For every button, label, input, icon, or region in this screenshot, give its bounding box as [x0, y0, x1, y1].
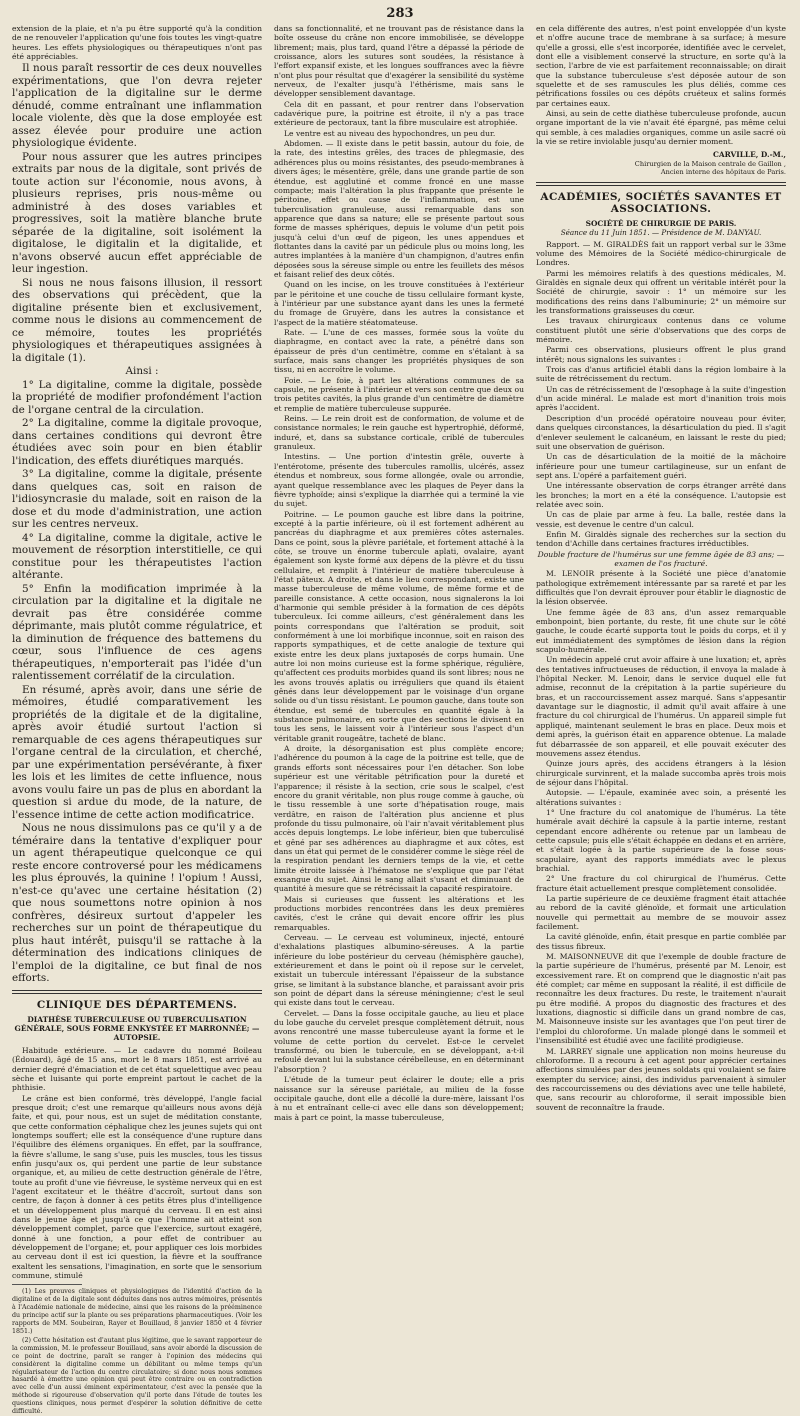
- subheading: Double fracture de l'humérus sur une femme âgée de 83 ans; — examen de l'os fracturé.: [537, 549, 785, 568]
- paragraph: Les travaux chirurgicaux contenus dans ce volume constituent plutôt une série d'observations que des corps de mémoire.: [536, 316, 786, 345]
- paragraph: Cerveau. — Le cerveau est volumineux, injecté, entouré d'exhalations plastiques albumino-séreuses. A la partie inférieure du lobe postérieur du cerveau (hémisphère gauche), extérieurement et dans le point où il repose sur le cervelet, existait un tubercule intéressant l'épaisseur de la substance grise, se limitant à la substance blanche, et paraissant avoir pris son point de départ dans la séreuse méningienne; c'est le seul qui existe dans tout le cerveau.: [274, 933, 524, 1008]
- paragraph: Quinze jours après, des accidens étrangers à la lésion chirurgicale survinrent, et la malade succomba après trois mois de séjour dans l'hôpital.: [536, 759, 786, 787]
- paragraph: en cela différente des autres, n'est point enveloppée d'un kyste et n'offre aucune trace de membrane à sa surface; à mesure qu'elle a grossi, elle s'est incorporée, identifiée avec le cervelet, dont elle a visiblement conservé la structure, en sorte qu'à la section, l'arbre de vie est parfaitement reconnaissable; on dirait que la substance tuberculeuse s'est déposée autour de son squelette et de ses ramuscules les plus déliés, comme ces pétrifications fossiles ou ces dépôts cruéteux et salins formés par certaines eaux.: [536, 24, 786, 108]
- page-number: 283: [386, 6, 414, 21]
- paragraph: A droite, la désorganisation est plus complète encore; l'adhérence du poumon à la cage de la poitrine est telle, que de grands efforts sont nécessaires pour l'en détacher. Son lobe supérieur est une véritable pétrification pour la dureté et l'apparence; il résiste à la section, crie sous le scalpel, c'est encore du granit véritable, non plus rouge comme à gauche, où le tissu ressemble à une sorte d'hépatisation rouge, mais verdâtre, en raison de l'altération plus ancienne et plus profonde du tissu pulmonaire, où l'air n'avait véritablement plus accès depuis longtemps. Le lobe inférieur, bien que tuberculisé et gêné par ses adhérences au diaphragme et aux côtes, est dans un état qui permet de le considérer comme le siège réel de la respiration pendant les derniers temps de la vie, et cette limite étroite laissée à l'hématose ne s'explique que par l'état exsangue du sujet. Ainsi le sang allait s'usant et diminuant de quantité à mesure que se rétrécissait la capacité respiratoire.: [274, 744, 524, 894]
- paragraph: Pour nous assurer que les autres principes extraits par nous de la digitale, sont privés de toute action sur l'économie, nous avons, à plusieurs reprises, pris nous-même ou administré à des doses variables et progressives, soit la matière blanche brute séparée de la digitaline, soit isolément la digitalose, le digitalin et la digitalide, et n'avons observé aucun effet appréciable de leur ingestion.: [12, 150, 262, 276]
- paragraph: Mais si curieuses que fussent les altérations et les productions morbides rencontrées dans les deux premières cavités, c'est le crâne qui devait encore offrir les plus remarquables.: [274, 894, 524, 932]
- society-title: SOCIÉTÉ DE CHIRURGIE DE PARIS.: [585, 218, 737, 228]
- paragraph: Ainsi :: [125, 365, 159, 378]
- section-title: ACADÉMIES, SOCIÉTÉS SAVANTES ET ASSOCIATIONS.: [540, 190, 782, 215]
- paragraph: Trois cas d'anus artificiel établi dans la région lombaire à la suite de rétrécissement du rectum.: [536, 365, 786, 384]
- footnote: (1) Les preuves cliniques et physiologiques de l'identité d'action de la digitaline et de la digitale sont déduites dans nos autres mémoires, présentés à l'Académie nationale de médecine, ainsi que les raisons de la prééminence du principe actif sur la plante ou ses préparations pharmaceutiques. (Voir les rapports de MM. Soubeiran, Rayer et Bouillaud, 8 janvier 1850 et 4 février 1851.): [12, 1288, 262, 1335]
- paragraph: Poitrine. — Le poumon gauche est libre dans la poitrine, excepté à la partie inférieure, où il est fortement adhérent au pancréas du diaphragme et aux premières côtes asternales. Dans ce point, sous la plèvre pariétale, et fortement attaché à la côte, se trouve un énorme tubercule aplati, ovalaire, ayant également son kyste formé aux dépens de la plèvre et du tissu cellulaire, et remplit à l'intérieur de matière tuberculeuse à l'état pâteux. A droite, et dans le lieu correspondant, existe une masse tuberculeuse de même volume, de même forme et de pareille consistance. A cette occasion, nous signalerons la loi d'harmonie qui semble présider à la formation de ces dépôts tuberculeux. Ici comme ailleurs, c'est généralement dans les points correspondans que l'altération se produit, soit conformément à une loi morbifique inconnue, soit en raison des rapports sympathiques, et de cette analogie de texture qui existe entre les deux plans juxtaposés de corps humain. Une autre loi non moins curieuse est la forme sphérique, régulière, qu'affectent ces produits morbides quand ils sont libres; nous ne les avons trouvés aplatis ou irréguliers que quand ils étaient gênés dans leur développement par le voisinage d'un organe solide ou d'un tissu résistant. Le poumon gauche, dans toute son étendue, est semé de tubercules en quantité égale à la substance pulmonaire, en sorte que des sections le divisent en tous les sens, le laissent voir à l'intérieur sous l'aspect d'un véritable granit rougeâtre, tacheté de blanc.: [274, 509, 524, 743]
- paragraph: 4° La digitaline, comme la digitale, active le mouvement de résorption interstitielle, ce qui constitue pour les thérapeutistes l'action altérante.: [12, 531, 262, 582]
- paragraph: M. LENOIR présente à la Société une pièce d'anatomie pathologique extrêmement intéressante par sa rareté et par les difficultés que l'on devrait éprouver pour établir le diagnostic de la lésion observée.: [536, 569, 786, 607]
- paragraph: L'étude de la tumeur peut éclairer le doute; elle a pris naissance sur la séreuse pariétale, au milieu de la fosse occipitale gauche, dont elle a décollé la dure-mère, laissant l'os à nu et entraînant celle-ci avec elle dans son développement; mais à part ce point, la masse tuberculeuse,: [274, 1075, 524, 1122]
- paragraph: 2° Une fracture du col chirurgical de l'humérus. Cette fracture était actuellement presque complètement consolidée.: [536, 874, 786, 893]
- paragraph: La partie supérieure de ce deuxième fragment était attachée au rebord de la cavité glénoïde, et formait une articulation nouvelle qui permettait au membre de se mouvoir assez facilement.: [536, 894, 786, 932]
- author-title: Ancien interne des hôpitaux de Paris.: [660, 168, 786, 177]
- paragraph: Abdomen. — Il existe dans le petit bassin, autour du foie, de la rate, des intestins grêles, des traces de phlegmasie, des adhérences plus ou moins résistantes, des pseudo-membranes à divers âges; le mésentère, grêle, dans une grande partie de son étendue, est agglutiné et comme froncé en une masse compacte; mais l'altération la plus frappante que présente le péritoine, effet ou cause de l'inflammation, est une tuberculisation granuleuse, aussi remarquable dans son apparence que dans sa nature; elle se présente partout sous forme de masses sphériques, depuis le volume d'un petit pois jusqu'à celui d'un œuf de pigeon, les unes appendues et flottantes dans la cavité par un pédicule plus ou moins long, les autres implantées à la manière d'un champignon, d'autres enfin déposées sous la séreuse simple ou entre les feuillets des mésos et faisant relief des deux côtés.: [274, 139, 524, 279]
- column-middle: [274, 24, 524, 1122]
- paragraph: Rate. — L'une de ces masses, formée sous la voûte du diaphragme, en contact avec la rate, a pénétré dans son épaisseur de près d'un centimètre, comme en s'étalant à sa surface, mais sans changer les propriétés physiques de son tissu, ni en accroître le volume.: [274, 328, 524, 375]
- session-line: Séance du 11 Juin 1851. — Présidence de M. DANYAU.: [560, 227, 762, 237]
- column-right: [536, 24, 786, 1112]
- footnote: (2) Cette hésitation est d'autant plus légitime, que le savant rapporteur de la commission, M. le professeur Bouillaud, sans avoir abordé la discussion de ce point de doctrine, paraît se ranger à l'opinion des médecins qui considèrent la digitaline comme un débilitant ou même temps qu'un régularisateur de l'action du centre circulatoire; si donc nous nous sommes hasardé à émettre une opinion qui peut être contraire ou en contradiction avec celle d'un aussi éminent expérimentateur, c'est avec la pensée que la méthode si rigoureuse d'observation qu'il porte dans l'étude de toutes les questions cliniques, nous permet d'espérer la solution définitive de cette difficulté.: [12, 1336, 262, 1416]
- paragraph: Une femme âgée de 83 ans, d'un assez remarquable embonpoint, bien portante, du reste, fit une chute sur le côté gauche, le coude écarté supporta tout le poids du corps, et il y eut immédiatement des symptômes de lésion dans la région scapulo-humérale.: [536, 607, 786, 655]
- paragraph: 3° La digitaline, comme la digitale, présente dans quelques cas, soit en raison de l'idiosyncrasie du malade, soit en raison de la dose et du mode d'administration, une action sur les centres nerveux.: [12, 468, 262, 531]
- divider: [536, 185, 786, 186]
- divider: [12, 993, 262, 994]
- paragraph: Un cas de plaie par arme à feu. La balle, restée dans la vessie, est devenue le centre d'un calcul.: [536, 510, 786, 529]
- paragraph: Rapport. — M. GIRALDÈS fait un rapport verbal sur le 33me volume des Mémoires de la Société médico-chirurgicale de Londres.: [536, 239, 786, 268]
- column-left: [12, 24, 262, 1416]
- divider: [12, 990, 262, 991]
- paragraph: M. MAISONNEUVE dit que l'exemple de double fracture de la partie supérieure de l'humérus, présenté par M. Lenoir, est excessivement rare. Et on comprend que le diagnostic n'ait pas été complet; car même en supposant la réalité, il est difficile de reconnaître les deux fractures. Du reste, le traitement n'aurait pu être modifié. A propos du diagnostic des fractures et des luxations, diagnostic si difficile dans un grand nombre de cas, M. Maisonneuve insiste sur les avantages que l'on peut tirer de l'emploi du chloroforme. Un malade plongé dans le sommeil et l'insensibilité est étudié avec une facilité prodigieuse.: [536, 952, 786, 1046]
- paragraph: Reins. — Le rein droit est de conformation, de volume et de consistance normales; le rein gauche est hypertrophié, déformé, induré, et, dans sa substance corticale, criblé de tubercules granuleux.: [274, 414, 524, 452]
- paragraph: 1° Une fracture du col anatomique de l'humérus. La tête humérale avait déchiré la capsule à la partie interne, restant cependant encore adhérente ou retenue par un lambeau de cette capsule; puis elle s'était échappée en dedans et en arrière, et s'était logée à la partie supérieure de la fosse sous-scapulaire, ayant des rapports immédiats avec le plexus brachial.: [536, 807, 786, 873]
- paragraph: Ainsi, au sein de cette diathèse tuberculeuse profonde, aucun organe important de la vie n'avait été épargné, pas même celui qui semble, à ces maladies organiques, comme un asile sacré où la vie se retire inviolable jusqu'au dernier moment.: [536, 109, 786, 147]
- paragraph: Habitude extérieure. — Le cadavre du nommé Boileau (Édouard), âgé de 15 ans, mort le 8 mars 1851, est arrivé au dernier degré d'émaciation et de cet état squelettique avec peau sèche et luisante qui porte empreint partout le cachet de la phthisie.: [12, 1045, 262, 1093]
- paragraph: Si nous ne nous faisons illusion, il ressort des observations qui précèdent, que la digitaline présente bien et exclusivement, comme nous le disions au commencement de ce mémoire, toutes les propriétés physiologiques et thérapeutiques assignées à la digitale (1).: [12, 276, 262, 364]
- paragraph: dans sa fonctionnalité, et ne trouvant pas de résistance dans la boîte osseuse du crâne non encore immobilisée, se développe librement; mais, plus tard, quand l'être a dépassé la période de croissance, alors les sutures sont soudées, la résistance à l'effort expansif existe, et les longues souffrances avec la fièvre n'ont plus pour résultat que d'exagérer la sensibilité du système nerveux, de l'exalter jusqu'à l'éthérisme, mais sans le développer sensiblement davantage.: [274, 24, 524, 99]
- paragraph: Un cas de rétrécissement de l'œsophage à la suite d'ingestion d'un acide minéral. Le malade est mort d'inanition trois mois après l'accident.: [536, 384, 786, 413]
- paragraph: 5° Enfin la modification imprimée à la circulation par la digitaline et la digitale ne devrait pas être considérée comme déprimante, mais plutôt comme régulatrice, et la diminution de fréquence des battemens du cœur, sous l'influence de ces agens thérapeutiques, n'emporterait pas l'idée d'un ralentissement corrélatif de la circulation.: [12, 582, 262, 683]
- paragraph: Nous ne nous dissimulons pas ce qu'il y a de téméraire dans la tentative d'expliquer pour un agent thérapeutique quelconque ce qui reste encore controversé pour les médicamens les plus éprouvés, la quinine ! l'opium ! Aussi, n'est-ce qu'avec une certaine hésitation (2) que nous soumettons notre opinion à nos confrères, désireux surtout d'appeler les recherches sur un point de thérapeutique du plus haut intérêt, puisqu'il se rattache à la détermination des indications cliniques de l'emploi de la digitaline, ce but final de nos efforts.: [12, 822, 262, 985]
- paragraph: Autopsie. — L'épaule, examinée avec soin, a présenté les altérations suivantes :: [536, 788, 786, 807]
- paragraph: Le ventre est au niveau des hypochondres, un peu dur.: [284, 128, 496, 138]
- paragraph: Cela dit en passant, et pour rentrer dans l'observation cadavérique pure, la poitrine est étroite, il n'y a pas trace extérieure de pectoraux, tant la fibre musculaire est atrophiée.: [274, 99, 524, 128]
- author-title: Chirurgien de la Maison centrale de Gaillon ,: [634, 159, 786, 168]
- divider: [536, 182, 786, 183]
- paragraph: Un cas de désarticulation de la moitié de la mâchoire inférieure pour une tumeur cartilagineuse, sur un enfant de sept ans. L'opéré a parfaitement guéri.: [536, 452, 786, 480]
- paragraph: M. LARREY signale une application non moins heureuse du chloroforme. Il a recouru à cet agent pour apprécier certaines affections simulées par des jeunes soldats qui voulaient se faire exempter du service; ainsi, des individus parvenaient à simuler des raccourcissemens ou des déviations avec une telle habileté, que, sans recourir au chloroforme, il serait impossible bien souvent de reconnaître la fraude.: [536, 1046, 786, 1112]
- paragraph: Le crâne est bien conformé, très développé, l'angle facial presque droit; c'est une remarque qu'ailleurs nous avons déjà faite, et qui, pour nous, est un sujet de méditation constante, que cette conformation céphalique chez les jeunes sujets qui ont longtemps souffert; elle est la conséquence d'une rupture dans l'équilibre des élémens organiques. En effet, par la souffrance, la fièvre s'allume, le sang s'use, puis les muscles, tous les tissus enfin jusqu'aux os, qui perdent une partie de leur substance organique, et, au milieu de cette destruction générale de l'être, toute au profit d'une vie fiévreuse, le système nerveux qui en est l'agent excitateur et le théâtre d'accroît, surtout dans son centre, de façon à donner à ces petits êtres plus d'intelligence et un développement plus marqué du cerveau. Il en est ainsi dans le jeune âge et jusqu'à ce que l'homme ait atteint son développement complet, parce que l'exercice, surtout exagéré, donné à une fonction, a pour effet de contribuer au développement de l'organe; et, pour appliquer ces lois morbides au cerveau dont il est ici question, la fièvre et la souffrance exaltent les sensations, l'imagination, en sorte que le sensorium commune, stimulé: [12, 1093, 262, 1281]
- paragraph: Description d'un procédé opératoire nouveau pour éviter, dans quelques circonstances, la désarticulation du pied. Il s'agit d'enlever seulement le calcanéum, en laissant le reste du pied; suit une observation de guérison.: [536, 413, 786, 451]
- paragraph: Foie. — Le foie, à part les altérations communes de sa capsule, ne présente à l'intérieur et vers son centre que deux ou trois petites cavités, la plus grande d'un centimètre de diamètre et remplie de matière tuberculeuse suppurée.: [274, 375, 524, 413]
- section-title: CLINIQUE DES DÉPARTEMENS.: [36, 998, 238, 1011]
- paragraph: Cervelet. — Dans la fosse occipitale gauche, au lieu et place du lobe gauche du cervelet presque complètement détruit, nous avons rencontré une masse tuberculeuse ayant la forme et le volume de cette portion du cervelet. Est-ce le cervelet transformé, ou bien le tubercule, en se développant, a-t-il refoulé devant lui la substance cérébelleuse, en en déterminant l'absorption ?: [274, 1008, 524, 1074]
- author-signature: CARVILLE, D.-M.,: [713, 150, 786, 160]
- footnote-divider: [12, 1284, 82, 1285]
- paragraph: Parmi ces observations, plusieurs offrent le plus grand intérêt; nous signalons les suivantes :: [536, 345, 786, 364]
- paragraph: 1° La digitaline, comme la digitale, possède la propriété de modifier profondément l'action de l'organe central de la circulation.: [12, 378, 262, 416]
- paragraph: Il nous paraît ressortir de ces deux nouvelles expérimentations, que l'on devra rejeter l'application de la digitaline sur le derme dénudé, comme entraînant une inflammation locale violente, dès que la dose employée est assez élevée pour produire une action physiologique évidente.: [12, 62, 262, 150]
- paragraph: Intestins. — Une portion d'intestin grêle, ouverte à l'entérotome, présente des tubercules ramollis, ulcérés, assez étendus et nombreux, sous forme allongée, ovale ou arrondie, ayant quelque ressemblance avec les plaques de Peyer dans la fièvre typhoïde; ainsi s'explique la diarrhée qui a terminé la vie du sujet.: [274, 452, 524, 509]
- paragraph: Parmi les mémoires relatifs à des questions médicales, M. Giraldès en signale deux qui offrent un véritable intérêt pour la Société de chirurgie, savoir : 1° un mémoire sur les modifications des reins dans l'albuminurie; 2° un mémoire sur les transformations graisseuses du cœur.: [536, 268, 786, 316]
- article-title: DIATHÈSE TUBERCULEUSE OU TUBERCULISATION GÉNÉRALE, SOUS FORME ENKYSTÉE ET MARRONNÉE; — AUTOPSIE.: [14, 1014, 260, 1042]
- paragraph: extension de la plaie, et n'a pu être supporté qu'à la condition de ne renouveler l'application qu'une fois toutes les vingt-quatre heures. Les effets physiologiques ou thérapeutiques n'ont pas été appréciables.: [12, 24, 262, 62]
- paragraph: En résumé, après avoir, dans une série de mémoires, étudié comparativement les propriétés de la digitale et de la digitaline, après avoir étudié surtout l'action si remarquable de ces agens thérapeutiques sur l'organe central de la circulation, et cherché, par une expérimentation persévérante, à fixer les lois et les limites de cette influence, nous avons voulu faire un pas de plus en abordant la question si ardue du mode, de la nature, de l'essence intime de cette action modificatrice.: [12, 683, 262, 821]
- paragraph: La cavité glénoïde, enfin, était presque en partie comblée par des tissus fibreux.: [536, 932, 786, 951]
- paragraph: Enfin M. Giraldès signale des recherches sur la section du tendon d'Achille dans certaines fractures irréductibles.: [536, 529, 786, 549]
- paragraph: 2° La digitaline, comme la digitale provoque, dans certaines conditions qui devront être étudiées avec soin pour en bien établir l'indication, des effets diurétiques marqués.: [12, 417, 262, 467]
- paragraph: Quand on les incise, on les trouve constituées à l'extérieur par le péritoine et une couche de tissu cellulaire formant kyste, à l'intérieur par une substance ayant dans les unes la fermeté du fromage de Gruyère, dans les autres la consistance et l'aspect de la matière stéatomateuse.: [274, 280, 524, 327]
- paragraph: Un médecin appelé crut avoir affaire à une luxation; et, après des tentatives infructueuses de réduction, il envoya la malade à l'hôpital Necker. M. Lenoir, dans le service duquel elle fut admise, reconnut de la crépitation à la partie supérieure du bras, et un raccourcissement assez marqué. Sans s'appesantir davantage sur le diagnostic, il admit qu'il avait affaire à une fracture du col chirurgical de l'humérus. Un appareil simple fut appliqué, maintenant seulement le bras en place. Deux mois et demi après, la guérison était en apparence obtenue. La malade fut débarrassée de son appareil, et elle pouvait exécuter des mouvemens assez étendus.: [536, 655, 786, 758]
- paragraph: Une intéressante observation de corps étranger arrêté dans les bronches; la mort en a été la conséquence. L'autopsie est relatée avec soin.: [536, 481, 786, 509]
